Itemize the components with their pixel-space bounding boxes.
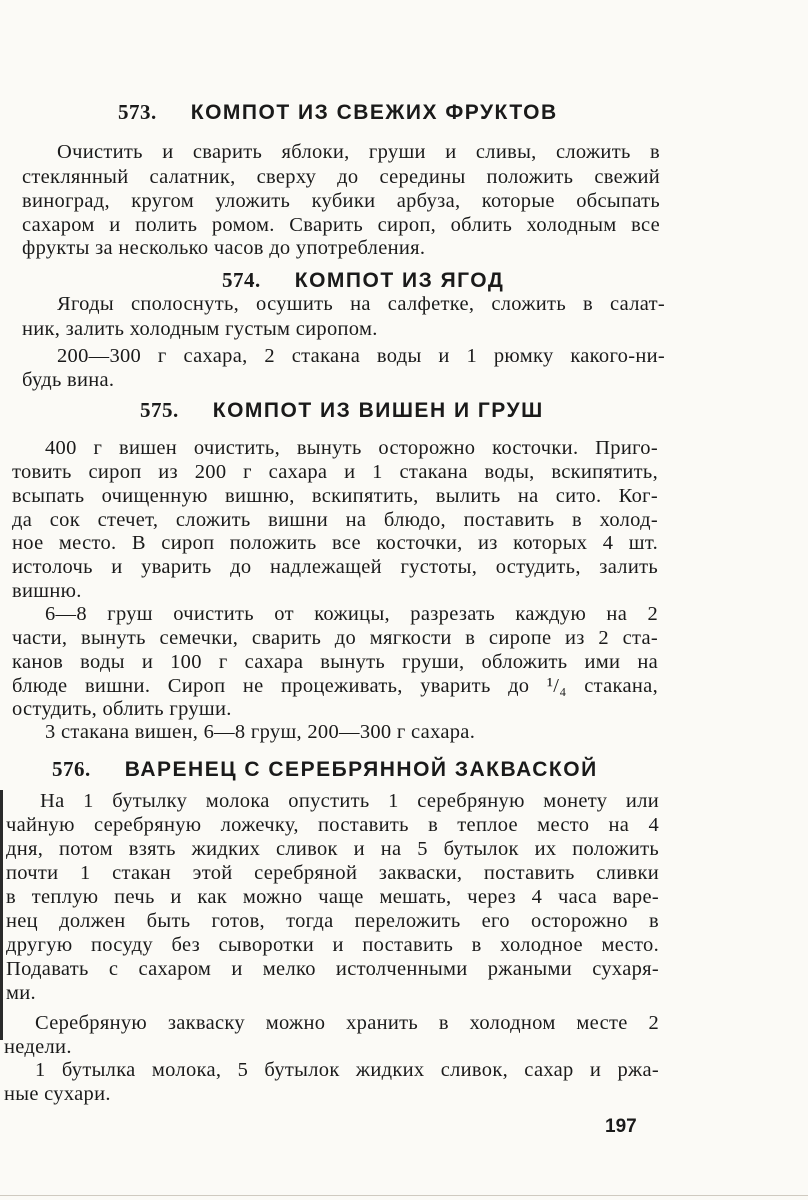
text-line: Подавать с сахаром и мелко истолченными ржаными сухаря- <box>6 958 659 980</box>
text-line: виноград, кругом уложить кубики арбуза, которые обсыпать <box>22 190 660 212</box>
text-line: дня, потом взять жидких сливок и на 5 бутылок их положить <box>6 838 659 860</box>
text-line: чайную серебряную ложечку, поставить в теплое место на 4 <box>6 814 659 836</box>
text-line: почти 1 стакан этой серебряной закваски, поставить сливки <box>6 862 659 884</box>
text-line: Серебряную закваску можно хранить в холодном месте 2 <box>35 1012 659 1034</box>
text-line: ные сухари. <box>4 1083 111 1105</box>
text-line: другую посуду без сыворотки и поставить в холодное место. <box>6 934 659 956</box>
text-line: будь вина. <box>22 369 115 391</box>
text-line: 1 бутылка молока, 5 бутылок жидких сливок, сахар и ржа- <box>35 1059 659 1081</box>
recipe-number: 573. <box>118 100 157 124</box>
text-line: нец должен быть готов, тогда переложить его осторожно в <box>6 910 659 932</box>
text-line: да сок стечет, сложить вишни на блюдо, поставить в холод- <box>12 509 658 531</box>
page-number: 197 <box>605 1116 637 1137</box>
recipe-title: КОМПОТ ИЗ ВИШЕН И ГРУШ <box>212 399 544 422</box>
text-line: фрукты за несколько часов до употребления. <box>22 237 426 259</box>
recipe-title: КОМПОТ ИЗ СВЕЖИХ ФРУКТОВ <box>190 101 558 124</box>
text-line: 200—300 г сахара, 2 стакана воды и 1 рюмку какого-ни- <box>57 345 665 367</box>
text-line: канов воды и 100 г сахара вынуть груши, обложить ими на <box>12 651 658 673</box>
text-line: товить сироп из 200 г сахара и 1 стакана воды, вскипятить, <box>12 461 658 483</box>
text-line: блюде вишни. Сироп не процеживать, уварить до ¹/₄ стакана, <box>12 675 658 697</box>
text-line: На 1 бутылку молока опустить 1 серебряную монету или <box>40 790 659 812</box>
text-line: 400 г вишен очистить, вынуть осторожно косточки. Приго- <box>45 437 658 459</box>
text-line: стеклянный салатник, сверху до середины положить свежий <box>22 166 660 188</box>
recipe-heading-576 <box>52 757 598 782</box>
text-line: ник, залить холодным густым сиропом. <box>22 318 378 340</box>
text-line: недели. <box>4 1036 72 1058</box>
text-line: остудить, облить груши. <box>12 698 232 720</box>
text-line: в теплую печь и как можно чаще мешать, через 4 часа варе- <box>6 886 659 908</box>
recipe-title: КОМПОТ ИЗ ЯГОД <box>294 269 505 292</box>
recipe-number: 575. <box>140 398 179 422</box>
text-line: вишню. <box>12 580 82 602</box>
recipe-heading-575 <box>140 398 544 423</box>
text-line: 3 стакана вишен, 6—8 груш, 200—300 г сахара. <box>45 721 476 743</box>
recipe-number: 574. <box>222 268 261 292</box>
text-line: ми. <box>6 982 36 1004</box>
text-line: истолочь и уварить до надлежащей густоты, остудить, залить <box>12 556 658 578</box>
text-line: ное место. В сироп положить все косточки, из которых 4 шт. <box>12 532 658 554</box>
recipe-heading-573 <box>118 100 558 125</box>
text-line: сахаром и полить ромом. Сварить сироп, облить холодным все <box>22 214 660 236</box>
text-line: Ягоды сполоснуть, осушить на салфетке, сложить в салат- <box>57 293 665 315</box>
page-bottom-edge <box>0 1195 808 1196</box>
page-edge-shadow <box>0 790 3 1040</box>
recipe-heading-574 <box>222 268 504 293</box>
text-line: 6—8 груш очистить от кожицы, разрезать каждую на 2 <box>45 603 658 625</box>
recipe-title: ВАРЕНЕЦ С СЕРЕБРЯННОЙ ЗАКВАСКОЙ <box>124 758 598 781</box>
text-line: всыпать очищенную вишню, вскипятить, вылить на сито. Ког- <box>12 485 658 507</box>
recipe-number: 576. <box>52 757 91 781</box>
text-line: Очистить и сварить яблоки, груши и сливы, сложить в <box>57 141 660 163</box>
text-line: части, вынуть семечки, сварить до мягкости в сиропе из 2 ста- <box>12 627 658 649</box>
